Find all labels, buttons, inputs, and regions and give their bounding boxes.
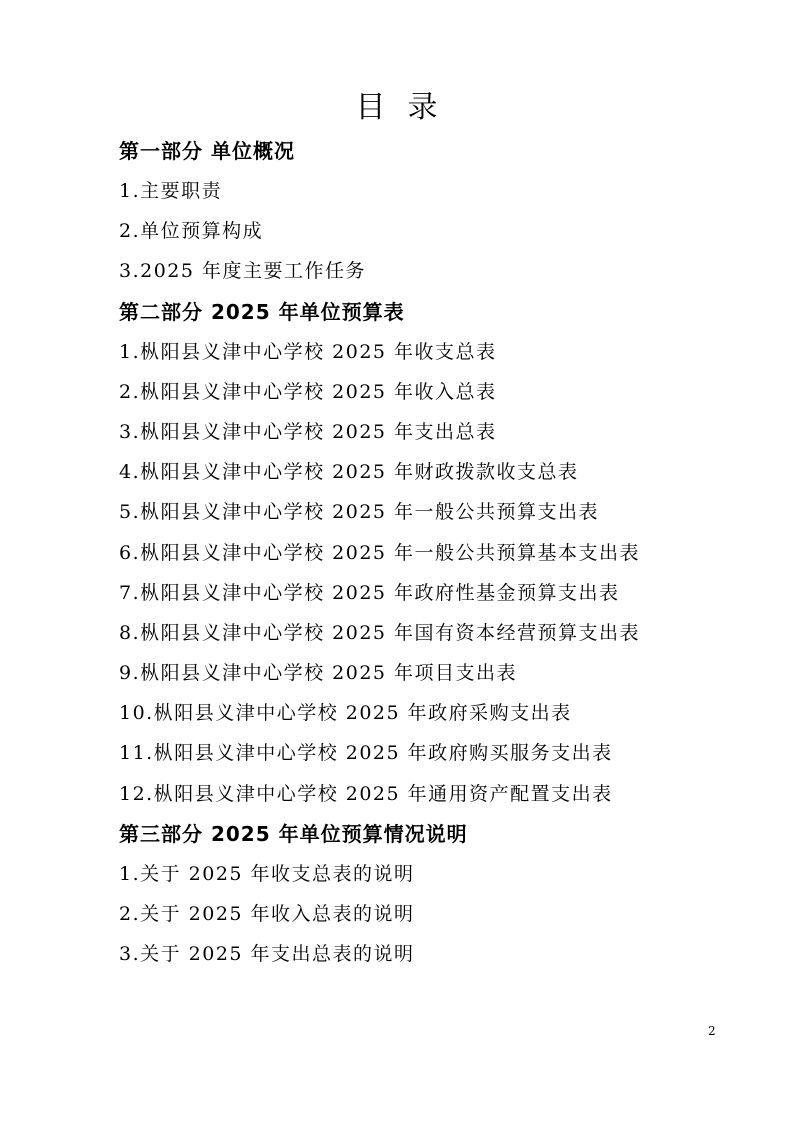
section-heading-part-1: 第一部分 单位概况	[119, 139, 295, 163]
toc-entry: 9.枞阳县义津中心学校 2025 年项目支出表	[119, 662, 518, 685]
table-of-contents	[119, 131, 719, 974]
toc-entry: 2.关于 2025 年收入总表的说明	[119, 903, 415, 925]
toc-entry: 4.枞阳县义津中心学校 2025 年财政拨款收支总表	[119, 461, 579, 484]
toc-entry: 1.枞阳县义津中心学校 2025 年收支总表	[119, 340, 497, 363]
toc-entry: 10.枞阳县义津中心学校 2025 年政府采购支出表	[119, 702, 572, 725]
toc-entry: 12.枞阳县义津中心学校 2025 年通用资产配置支出表	[119, 782, 613, 805]
toc-entry: 1.关于 2025 年收支总表的说明	[119, 862, 415, 885]
page-number: 2	[708, 1024, 716, 1038]
toc-entry: 1.主要职责	[119, 180, 223, 202]
toc-entry: 6.枞阳县义津中心学校 2025 年一般公共预算基本支出表	[119, 541, 641, 564]
toc-entry: 3.2025 年度主要工作任务	[119, 260, 367, 283]
page-title: 目录	[355, 90, 460, 125]
section-heading-part-2: 第二部分 2025 年单位预算表	[119, 299, 405, 324]
toc-entry: 2.单位预算构成	[119, 220, 264, 243]
toc-entry: 5.枞阳县义津中心学校 2025 年一般公共预算支出表	[119, 501, 600, 524]
toc-entry: 2.枞阳县义津中心学校 2025 年收入总表	[119, 380, 497, 403]
toc-entry: 3.关于 2025 年支出总表的说明	[119, 943, 415, 966]
toc-entry: 3.枞阳县义津中心学校 2025 年支出总表	[119, 420, 497, 443]
toc-entry: 7.枞阳县义津中心学校 2025 年政府性基金预算支出表	[119, 581, 620, 604]
toc-entry: 8.枞阳县义津中心学校 2025 年国有资本经营预算支出表	[119, 621, 641, 644]
toc-entry: 11.枞阳县义津中心学校 2025 年政府购买服务支出表	[119, 742, 613, 765]
section-heading-part-3: 第三部分 2025 年单位预算情况说明	[119, 821, 468, 846]
